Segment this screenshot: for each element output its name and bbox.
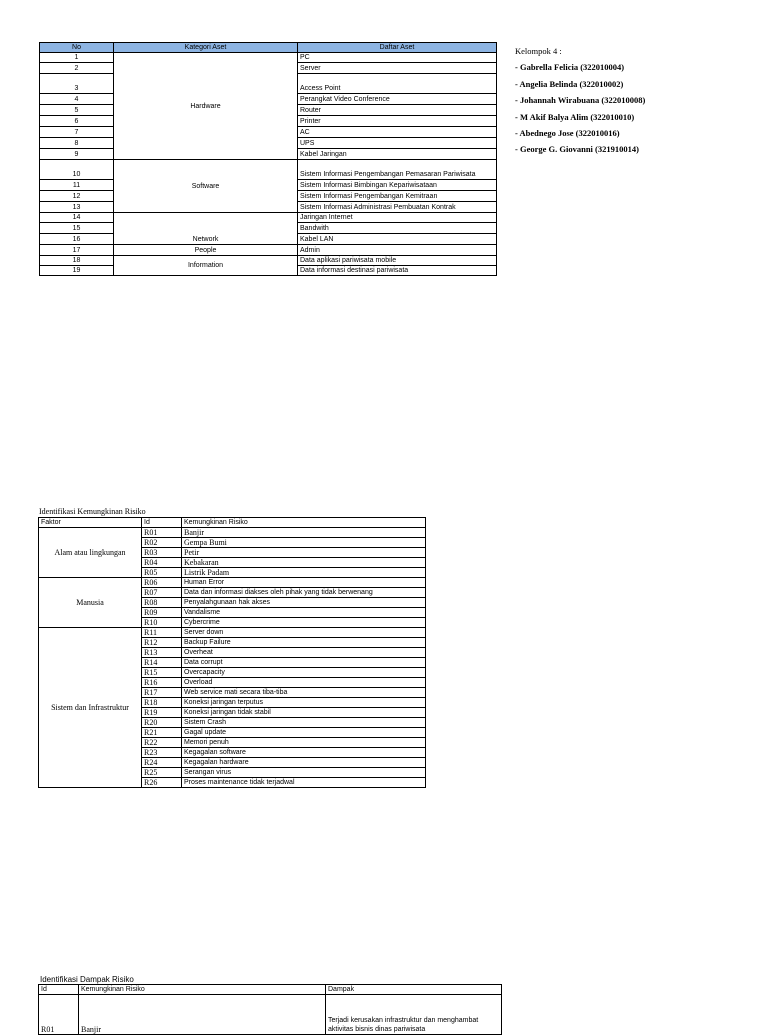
risk-id: R25 bbox=[142, 768, 182, 778]
risk-name: Kegagalan software bbox=[182, 748, 426, 758]
asset-cell: Bandwith bbox=[298, 223, 497, 234]
header-risk: Kemungkinan Risiko bbox=[182, 518, 426, 528]
impact-id: R01 bbox=[39, 995, 79, 1035]
row-no: 13 bbox=[40, 202, 114, 213]
row-no: 11 bbox=[40, 180, 114, 191]
group-member: - Abednego Jose (322010016) bbox=[515, 128, 620, 139]
risk-id: R20 bbox=[142, 718, 182, 728]
asset-cell: Admin bbox=[298, 245, 497, 256]
asset-cell: AC bbox=[298, 127, 497, 138]
group-member: - Angelia Belinda (322010002) bbox=[515, 78, 624, 89]
risk-id: R23 bbox=[142, 748, 182, 758]
risk-id: R19 bbox=[142, 708, 182, 718]
row-no: 19 bbox=[40, 266, 114, 276]
risk-table bbox=[38, 517, 426, 788]
risk-name: Proses maintenance tidak terjadwal bbox=[182, 778, 426, 788]
row-no: 14 bbox=[40, 213, 114, 223]
row-no: 6 bbox=[40, 116, 114, 127]
asset-cell: UPS bbox=[298, 138, 497, 149]
asset-cell: Access Point bbox=[298, 74, 497, 94]
header-id: Id bbox=[142, 518, 182, 528]
header-no: No bbox=[40, 43, 114, 53]
asset-cell: Printer bbox=[298, 116, 497, 127]
asset-cell: Sistem Informasi Pengembangan Pemasaran Pariwisata bbox=[298, 160, 497, 180]
asset-cell: PC bbox=[298, 53, 497, 63]
risk-name: Gempa Bumi bbox=[182, 538, 426, 548]
risk-name: Cybercrime bbox=[182, 618, 426, 628]
row-no: 12 bbox=[40, 191, 114, 202]
impact-caption: Identifikasi Dampak Risiko bbox=[40, 975, 134, 984]
risk-id: R16 bbox=[142, 678, 182, 688]
table-row bbox=[40, 213, 497, 223]
table-row bbox=[40, 256, 497, 266]
risk-name: Serangan virus bbox=[182, 768, 426, 778]
category-cell: Hardware bbox=[114, 53, 298, 160]
risk-id: R21 bbox=[142, 728, 182, 738]
header-risk: Kemungkinan Risiko bbox=[79, 985, 326, 995]
header-impact: Dampak bbox=[326, 985, 502, 995]
asset-cell: Data aplikasi pariwisata mobile bbox=[298, 256, 497, 266]
impact-table bbox=[38, 984, 502, 1035]
risk-name: Koneksi jaringan tidak stabil bbox=[182, 708, 426, 718]
category-cell: Information bbox=[114, 256, 298, 276]
risk-id: R08 bbox=[142, 598, 182, 608]
risk-id: R06 bbox=[142, 578, 182, 588]
risk-name: Overload bbox=[182, 678, 426, 688]
risk-name: Listrik Padam bbox=[182, 568, 426, 578]
risk-id: R17 bbox=[142, 688, 182, 698]
risk-id: R07 bbox=[142, 588, 182, 598]
table-row bbox=[40, 53, 497, 63]
risk-name: Human Error bbox=[182, 578, 426, 588]
risk-name: Vandalisme bbox=[182, 608, 426, 618]
group-member: - George G. Giovanni (321910014) bbox=[515, 144, 639, 155]
risk-id: R05 bbox=[142, 568, 182, 578]
risk-name: Sistem Crash bbox=[182, 718, 426, 728]
header-asset-list: Daftar Aset bbox=[298, 43, 497, 53]
row-no: 3 bbox=[40, 74, 114, 94]
risk-name: Memori penuh bbox=[182, 738, 426, 748]
risk-name: Overheat bbox=[182, 648, 426, 658]
row-no: 1 bbox=[40, 53, 114, 63]
risk-id: R01 bbox=[142, 528, 182, 538]
risk-id: R11 bbox=[142, 628, 182, 638]
risk-id: R15 bbox=[142, 668, 182, 678]
category-cell: People bbox=[114, 245, 298, 256]
row-no: 9 bbox=[40, 149, 114, 160]
risk-name: Backup Failure bbox=[182, 638, 426, 648]
impact-line: Terjadi kerusakan infrastruktur dan menghambat bbox=[328, 1017, 479, 1024]
risk-name: Petir bbox=[182, 548, 426, 558]
header-category: Kategori Aset bbox=[114, 43, 298, 53]
risk-id: R10 bbox=[142, 618, 182, 628]
risk-id: R12 bbox=[142, 638, 182, 648]
row-no: 4 bbox=[40, 94, 114, 105]
table-row bbox=[40, 245, 497, 256]
risk-name: Data dan informasi diakses oleh pihak yang tidak berwenang bbox=[182, 588, 426, 598]
group-title: Kelompok 4 : bbox=[515, 46, 562, 56]
risk-id: R03 bbox=[142, 548, 182, 558]
risk-caption: Identifikasi Kemungkinan Risiko bbox=[39, 507, 146, 516]
risk-name: Server down bbox=[182, 628, 426, 638]
risk-name: Kebakaran bbox=[182, 558, 426, 568]
asset-table-header bbox=[40, 43, 497, 53]
risk-name: Banjir bbox=[182, 528, 426, 538]
group-member: - Johannah Wirabuana (322010008) bbox=[515, 95, 646, 106]
asset-cell: Jaringan Internet bbox=[298, 213, 497, 223]
table-row bbox=[39, 628, 426, 638]
risk-id: R02 bbox=[142, 538, 182, 548]
risk-id: R22 bbox=[142, 738, 182, 748]
group-members bbox=[515, 43, 645, 158]
impact-cell bbox=[326, 995, 502, 1035]
risk-id: R24 bbox=[142, 758, 182, 768]
category-cell: Network bbox=[114, 213, 298, 245]
asset-cell: Sistem Informasi Administrasi Pembuatan Kontrak bbox=[298, 202, 497, 213]
asset-cell: Sistem Informasi Pengembangan Kemitraan bbox=[298, 191, 497, 202]
table-row bbox=[39, 528, 426, 538]
row-no: 8 bbox=[40, 138, 114, 149]
row-no: 10 bbox=[40, 160, 114, 180]
impact-risk: Banjir bbox=[79, 995, 326, 1035]
risk-id: R26 bbox=[142, 778, 182, 788]
factor-cell: Alam atau lingkungan bbox=[39, 528, 142, 578]
asset-cell: Data informasi destinasi pariwisata bbox=[298, 266, 497, 276]
risk-table-header bbox=[39, 518, 426, 528]
risk-id: R13 bbox=[142, 648, 182, 658]
category-cell: Software bbox=[114, 160, 298, 213]
risk-name: Koneksi jaringan terputus bbox=[182, 698, 426, 708]
table-row bbox=[39, 995, 502, 1035]
row-no: 18 bbox=[40, 256, 114, 266]
risk-name: Penyalahgunaan hak akses bbox=[182, 598, 426, 608]
risk-name: Web service mati secara tiba-tiba bbox=[182, 688, 426, 698]
impact-line: aktivitas bisnis dinas pariwisata bbox=[328, 1026, 426, 1033]
asset-cell: Perangkat Video Conference bbox=[298, 94, 497, 105]
risk-name: Kegagalan hardware bbox=[182, 758, 426, 768]
row-no: 15 bbox=[40, 223, 114, 234]
asset-cell: Sistem Informasi Bimbingan Kepariwisataan bbox=[298, 180, 497, 191]
risk-name: Data corrupt bbox=[182, 658, 426, 668]
asset-cell: Kabel Jaringan bbox=[298, 149, 497, 160]
table-row bbox=[39, 578, 426, 588]
risk-name: Overcapacity bbox=[182, 668, 426, 678]
risk-id: R18 bbox=[142, 698, 182, 708]
row-no: 17 bbox=[40, 245, 114, 256]
impact-table-header bbox=[39, 985, 502, 995]
asset-cell: Server bbox=[298, 63, 497, 74]
risk-name: Gagal update bbox=[182, 728, 426, 738]
row-no: 16 bbox=[40, 234, 114, 245]
factor-cell: Sistem dan Infrastruktur bbox=[39, 628, 142, 788]
row-no: 2 bbox=[40, 63, 114, 74]
asset-table bbox=[39, 42, 497, 276]
risk-id: R09 bbox=[142, 608, 182, 618]
group-member: - Gabrella Felicia (322010004) bbox=[515, 62, 625, 73]
table-row bbox=[40, 160, 497, 180]
factor-cell: Manusia bbox=[39, 578, 142, 628]
header-id: Id bbox=[39, 985, 79, 995]
asset-cell: Kabel LAN bbox=[298, 234, 497, 245]
row-no: 7 bbox=[40, 127, 114, 138]
risk-id: R14 bbox=[142, 658, 182, 668]
header-factor: Faktor bbox=[39, 518, 142, 528]
asset-cell: Router bbox=[298, 105, 497, 116]
row-no: 5 bbox=[40, 105, 114, 116]
group-member: - M Akif Balya Alim (322010010) bbox=[515, 111, 635, 122]
risk-id: R04 bbox=[142, 558, 182, 568]
